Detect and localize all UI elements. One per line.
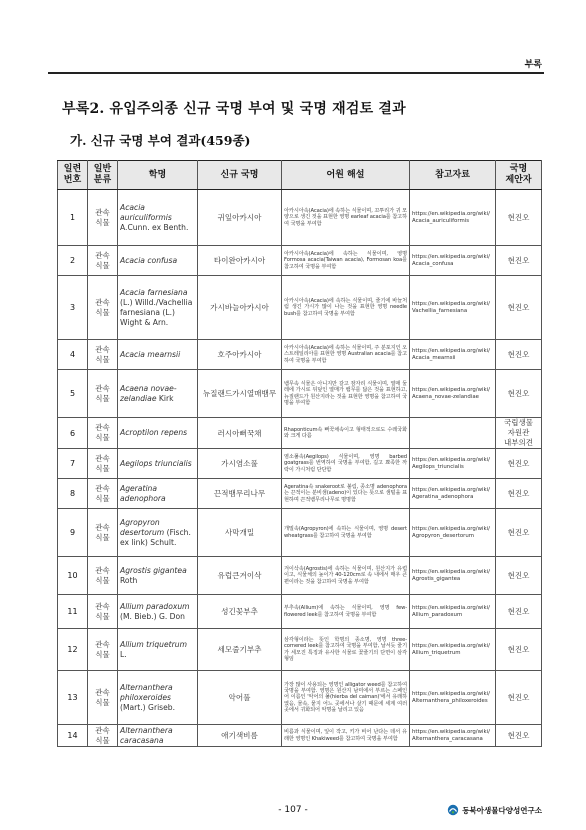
table-row	[58, 671, 542, 725]
cell-no: 12	[58, 629, 88, 671]
table-row	[58, 370, 542, 418]
scientific-name-italic: Alternanthera philoxeroides	[120, 682, 173, 702]
cell-etymology: 비름과 식물이며, 잎이 작고, 키가 비어 난다는 데서 유래한 영명인 Khakiweed를 참고하여 국명을 부여함	[282, 725, 410, 747]
cell-korean-name: 가시염소풀	[198, 449, 282, 479]
cell-scientific-name	[118, 190, 198, 246]
cell-class: 관속 식물	[88, 246, 118, 276]
scientific-name-italic: Alternanthera caracasana	[120, 725, 173, 745]
cell-proposer: 현진오	[496, 671, 542, 725]
table-row	[58, 479, 542, 509]
cell-korean-name: 애기색비름	[198, 725, 282, 747]
cell-scientific-name	[118, 595, 198, 629]
cell-etymology: 삼각형이라는 뜻인 학명의 종소명, 영명 three-cornered leek를 참고하여 국명을 부여함, 날서듯 줄기가 세모진 특징과 유사한 식물로 꽃줄기의 단면이 삼각형임	[282, 629, 410, 671]
cell-no: 6	[58, 418, 88, 449]
cell-class: 관속 식물	[88, 509, 118, 557]
cell-etymology: 염소풀속(Aegilops) 식물이며, 영명 barbed goatgrass를 번역하여 국명을 부여함, 길고 뾰족한 까락이 가시처럼 단단함	[282, 449, 410, 479]
scientific-name-author: (Mart.) Griseb.	[120, 702, 176, 712]
cell-scientific-name	[118, 276, 198, 340]
header-reference: 참고자료	[410, 161, 496, 190]
table-row	[58, 629, 542, 671]
scientific-name-italic: Aegilops triuncialis	[120, 458, 192, 468]
subsection-title: 가. 신규 국명 부여 결과(459종)	[70, 133, 251, 148]
cell-proposer: 현진오	[496, 449, 542, 479]
scientific-name-italic: Agrostis gigantea	[120, 565, 187, 575]
cell-korean-name: 귀잎아카시아	[198, 190, 282, 246]
cell-etymology: 아카시아속(Acacia)에 속하는 식물이며, 줄기에 바늘처럼 생긴 가시가 많이 나는 것을 표현한 영명 needle bush를 참고하여 국명을 부여함	[282, 276, 410, 340]
cell-class: 관속 식물	[88, 629, 118, 671]
cell-proposer: 현진오	[496, 557, 542, 595]
section-title: 부록2. 유입주의종 신규 국명 부여 및 국명 재검토 결과	[62, 101, 406, 117]
cell-proposer: 현진오	[496, 595, 542, 629]
cell-korean-name: 악어풀	[198, 671, 282, 725]
cell-no: 14	[58, 725, 88, 747]
cell-etymology: 부추속(Allium)에 속하는 식물이며, 영명 few-flowered leek를 참고하여 국명을 부여함	[282, 595, 410, 629]
cell-no: 9	[58, 509, 88, 557]
cell-reference: https://en.wikipedia.org/wiki/Ageratina_adenophora	[410, 479, 496, 509]
cell-korean-name: 가시바늘아카시아	[198, 276, 282, 340]
cell-reference: https://en.wikipedia.org/wiki/Vachellia_farnesiana	[410, 276, 496, 340]
table-row	[58, 246, 542, 276]
cell-class: 관속 식물	[88, 479, 118, 509]
scientific-name-author: (M. Bieb.) G. Don	[120, 611, 185, 621]
scientific-name-italic: Acroptilon repens	[120, 428, 188, 437]
cell-scientific-name	[118, 557, 198, 595]
scientific-name-author: (L.) Willd./Vachellia farnesiana (L.) Wight & Arn.	[120, 297, 193, 327]
cell-proposer: 현진오	[496, 629, 542, 671]
cell-class: 관속 식물	[88, 370, 118, 418]
cell-etymology: Ageratina속 snakeroot로 불림, 종소명 adenophora는 끈적이는 분비샘(adeno)이 있다는 뜻으로 샘털을 표현하며 끈적뱀무리나무로 명명함	[282, 479, 410, 509]
cell-reference: https://en.wikipedia.org/wiki/Alternanthera_caracasana	[410, 725, 496, 747]
header-etymology: 어원 해설	[282, 161, 410, 190]
table-row	[58, 595, 542, 629]
cell-reference: https://en.wikipedia.org/wiki/Agrostis_gigantea	[410, 557, 496, 595]
cell-scientific-name	[118, 509, 198, 557]
cell-no: 4	[58, 340, 88, 370]
cell-scientific-name	[118, 725, 198, 747]
cell-class: 관속 식물	[88, 449, 118, 479]
table-row	[58, 276, 542, 340]
cell-korean-name: 타이완아카시아	[198, 246, 282, 276]
cell-no: 3	[58, 276, 88, 340]
cell-etymology: 뱀무속 식물은 아니지만 갈고 잠자리 식물이며, 열매 둘레에 가시로 뒤덮인 열매가 뱀무를 닮은 것을 표현하고, 뉴질랜드가 원산지라는 것을 표현한 영명을 참고하여 국명을 부여함	[282, 370, 410, 418]
cell-etymology: 겨이삭속(Agrostis)에 속하는 식물이며, 원산지가 유럽이고, 식물체의 높이가 40-120cm로 속 내에서 매우 큰 편이라는 것을 참고하여 국명을 부여함	[282, 557, 410, 595]
cell-etymology: 아카시아속(Acacia)에 속하는 식물이며, 주 분포지인 오스트레일리아를 표현한 영명 Australian acacia를 참고하여 국명을 부여함	[282, 340, 410, 370]
cell-proposer: 현진오	[496, 725, 542, 747]
cell-reference: https://en.wikipedia.org/wiki/Alternanthera_philoxeroides	[410, 671, 496, 725]
cell-class: 관속 식물	[88, 190, 118, 246]
cell-no: 2	[58, 246, 88, 276]
cell-reference: https://en.wikipedia.org/wiki/Aegilops_triuncialis	[410, 449, 496, 479]
cell-scientific-name	[118, 370, 198, 418]
table-row	[58, 190, 542, 246]
cell-scientific-name	[118, 418, 198, 449]
cell-etymology: Rhaponticum속 뻐꾹채속이고 형태적으로도 수레국화와 크게 다름	[282, 418, 410, 449]
cell-etymology: 개밀속(Agropyron)에 속하는 식물이며, 영명 desert wheatgrass를 참고하여 국명을 부여함	[282, 509, 410, 557]
table-row	[58, 509, 542, 557]
scientific-name-author: Kirk	[158, 393, 174, 403]
scientific-name-italic: Allium triquetrum	[120, 639, 187, 649]
scientific-name-author: A.Cunn. ex Benth.	[120, 222, 189, 232]
cell-proposer: 현진오	[496, 479, 542, 509]
cell-no: 11	[58, 595, 88, 629]
header-class: 일반 분류	[88, 161, 118, 190]
cell-korean-name: 성긴꽃부추	[198, 595, 282, 629]
cell-class: 관속 식물	[88, 557, 118, 595]
cell-scientific-name	[118, 340, 198, 370]
scientific-name-author: L.	[120, 649, 127, 659]
cell-korean-name: 뉴질랜드가시열매뱀무	[198, 370, 282, 418]
cell-proposer: 현진오	[496, 370, 542, 418]
header-no: 일련 번호	[58, 161, 88, 190]
table-row	[58, 418, 542, 449]
cell-scientific-name	[118, 246, 198, 276]
cell-scientific-name	[118, 629, 198, 671]
cell-class: 관속 식물	[88, 595, 118, 629]
cell-reference: https://en.wikipedia.org/wiki/Acacia_auriculiformis	[410, 190, 496, 246]
page-number: - 107 -	[278, 805, 308, 815]
cell-no: 10	[58, 557, 88, 595]
cell-reference: https://en.wikipedia.org/wiki/Acacia_mearnsii	[410, 340, 496, 370]
header-section-label: 부록	[524, 60, 542, 70]
org-name: 동북아생물다양성연구소	[462, 805, 542, 815]
header-korean-name: 신규 국명	[198, 161, 282, 190]
header-scientific-name: 학명	[118, 161, 198, 190]
header-proposer: 국명 제안자	[496, 161, 542, 190]
cell-proposer: 국립생물 자원관 내부의견	[496, 418, 542, 449]
cell-class: 관속 식물	[88, 276, 118, 340]
cell-scientific-name	[118, 671, 198, 725]
cell-scientific-name	[118, 479, 198, 509]
cell-proposer: 현진오	[496, 276, 542, 340]
cell-no: 13	[58, 671, 88, 725]
cell-etymology: 아카시아속(Acacia)에 속하는 식물이며, 꼬투리가 귀 모양으로 생긴 것을 표현한 영명 earleaf acacia를 참고하여 국명을 부여함	[282, 190, 410, 246]
cell-class: 관속 식물	[88, 671, 118, 725]
cell-no: 8	[58, 479, 88, 509]
scientific-name-author: Roth	[120, 575, 138, 585]
cell-proposer: 현진오	[496, 190, 542, 246]
scientific-name-italic: Acacia auriculiformis	[120, 202, 172, 222]
scientific-name-italic: Acacia confusa	[120, 255, 178, 265]
scientific-name-italic: Agropyron desertorum	[120, 517, 165, 537]
scientific-name-italic: Acaena novae-zelandiae	[120, 383, 177, 403]
cell-reference: https://en.wikipedia.org/wiki/Allium_triquetrum	[410, 629, 496, 671]
name-table	[57, 160, 542, 747]
cell-reference: https://en.wikipedia.org/wiki/Acacia_confusa	[410, 246, 496, 276]
cell-reference	[410, 418, 496, 449]
cell-class: 관속 식물	[88, 418, 118, 449]
scientific-name-italic: Ageratina adenophora	[120, 483, 166, 503]
table-row	[58, 449, 542, 479]
cell-class: 관속 식물	[88, 725, 118, 747]
cell-no: 7	[58, 449, 88, 479]
org-footer	[447, 804, 542, 816]
cell-proposer: 현진오	[496, 340, 542, 370]
cell-class: 관속 식물	[88, 340, 118, 370]
cell-no: 1	[58, 190, 88, 246]
table-row	[58, 340, 542, 370]
cell-reference: https://en.wikipedia.org/wiki/Allium_paradoxum	[410, 595, 496, 629]
cell-korean-name: 세모줄기부추	[198, 629, 282, 671]
org-logo-icon	[447, 804, 459, 816]
cell-reference: https://en.wikipedia.org/wiki/Acaena_novae-zelandiae	[410, 370, 496, 418]
cell-korean-name: 러시아뻐꾹채	[198, 418, 282, 449]
cell-scientific-name	[118, 449, 198, 479]
cell-korean-name: 호주아카시아	[198, 340, 282, 370]
cell-no: 5	[58, 370, 88, 418]
cell-etymology: 아카시아속(Acacia)에 속하는 식물이며, 영명 Formosa acacia(Taiwan acacia), Formosan koa를 참고하여 국명을 부여함	[282, 246, 410, 276]
cell-korean-name: 유럽큰겨이삭	[198, 557, 282, 595]
cell-korean-name: 끈적뱀무리나무	[198, 479, 282, 509]
scientific-name-author: (Fisch. ex link) Schult.	[120, 527, 191, 547]
table-row	[58, 557, 542, 595]
table-row	[58, 725, 542, 747]
header-rule	[48, 72, 544, 74]
scientific-name-italic: Acacia farnesiana	[120, 287, 188, 297]
scientific-name-italic: Allium paradoxum	[120, 601, 190, 611]
scientific-name-italic: Acacia mearnsii	[120, 349, 181, 359]
cell-reference: https://en.wikipedia.org/wiki/Agropyron_desertorum	[410, 509, 496, 557]
cell-proposer: 현진오	[496, 509, 542, 557]
cell-proposer: 현진오	[496, 246, 542, 276]
table-header-row	[58, 161, 542, 190]
cell-korean-name: 사막개밀	[198, 509, 282, 557]
cell-etymology: 가장 많이 사용되는 영명인 alligator weed를 참고하여 국명을 부여함. 영명은 원산지 남미에서 부르는 스페인어 이름인 '악어의 풀(hierba del caiman)'에서 유래하였음, 물속, 뭍지 어느 곳에서나 살기 때문에 세계 여러 곳에서 귀화되어 악명을 날리고 있음	[282, 671, 410, 725]
